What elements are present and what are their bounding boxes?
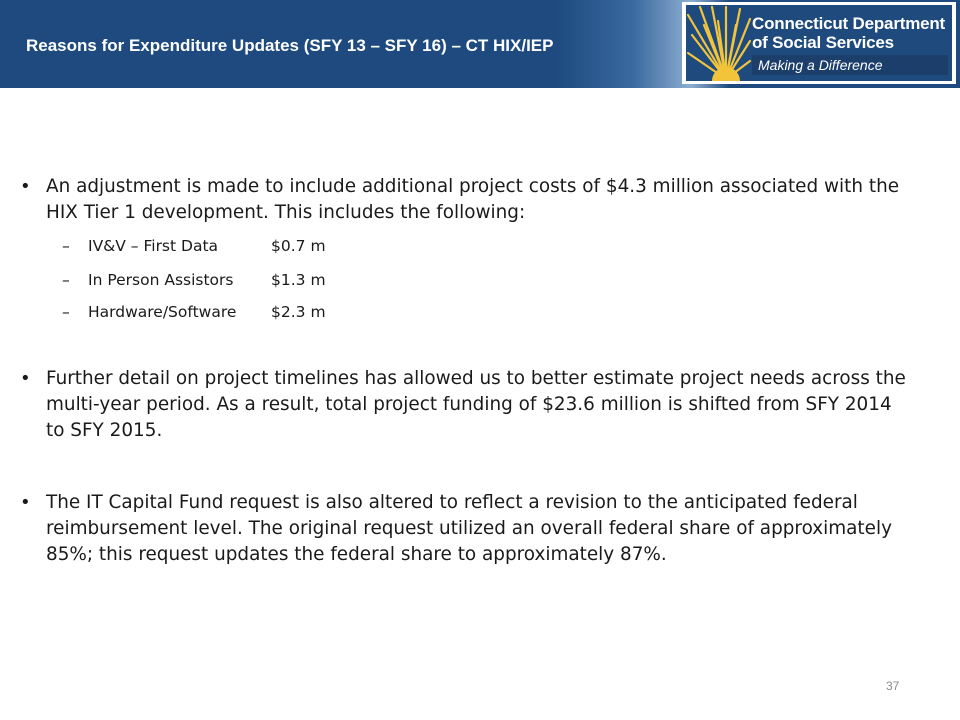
sub-label: Hardware/Software: [88, 303, 237, 321]
sub-amount: $1.3 m: [271, 271, 326, 289]
sub-label: In Person Assistors: [88, 271, 234, 289]
logo-text-line1: Connecticut Department: [752, 14, 946, 33]
sub-dash: –: [62, 303, 70, 321]
logo-text-line2: of Social Services: [752, 33, 894, 52]
page-number: 37: [886, 679, 900, 693]
sub-dash: –: [62, 271, 70, 289]
logo-tagline: Making a Difference: [752, 55, 948, 75]
bullet-item: • Further detail on project timelines has allowed us to better estimate project needs across the multi-year period. As a result, total project funding of $23.6 million is shifted from SFY 2014 to SFY 2015.: [46, 366, 906, 444]
bullet-item: • An adjustment is made to include additional project costs of $4.3 million associated with the HIX Tier 1 development. This includes the following:: [46, 174, 906, 226]
sub-amount: $0.7 m: [271, 237, 326, 255]
sub-amount: $2.3 m: [271, 303, 326, 321]
sub-label: IV&V – First Data: [88, 237, 219, 255]
slide-title: Reasons for Expenditure Updates (SFY 13 – SFY 16) – CT HIX/IEP: [26, 36, 554, 55]
sub-dash: –: [62, 237, 70, 255]
bullet-item: • The IT Capital Fund request is also altered to reflect a revision to the anticipated federal reimbursement level. The original request utilized an overall federal share of approximately 85%; this request updates the federal share to approximately 87%.: [46, 490, 906, 568]
